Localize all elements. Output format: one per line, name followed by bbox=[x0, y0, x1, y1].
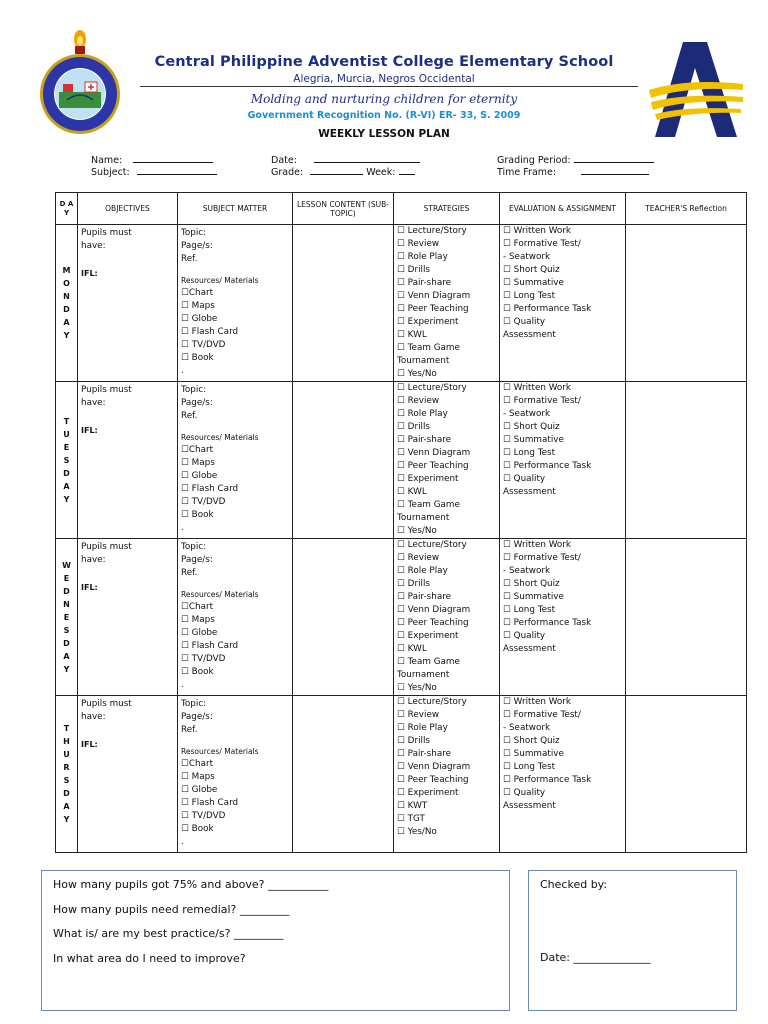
subject-matter-cell[interactable] bbox=[178, 382, 293, 539]
teacher-reflection-cell[interactable] bbox=[626, 382, 747, 539]
subject-matter-item: ☐ Globe bbox=[181, 314, 218, 324]
grade-blank bbox=[310, 165, 363, 175]
evaluation-cell[interactable] bbox=[500, 382, 626, 539]
day-label: W E D N E S D A Y bbox=[62, 560, 71, 674]
subject-matter-item: ☐ Book bbox=[181, 824, 214, 834]
ifl-label: IFL: bbox=[81, 269, 98, 278]
header-lesson-content: LESSON CONTENT (SUB-TOPIC) bbox=[293, 193, 394, 225]
subject-matter-item: ☐ Maps bbox=[181, 772, 215, 782]
subject-matter-item: ☐ TV/DVD bbox=[181, 654, 226, 664]
evaluation-option: ☐ Performance Task bbox=[503, 461, 592, 471]
strategy-option: ☐ Lecture/Story bbox=[397, 383, 467, 393]
subject-matter-item: Resources/ Materials bbox=[181, 276, 259, 285]
strategy-option: ☐ Role Play bbox=[397, 566, 448, 576]
subject-matter-item: Topic: bbox=[181, 699, 207, 709]
evaluation-option: ☐ Summative bbox=[503, 278, 564, 288]
question-best-practice[interactable]: What is/ are my best practice/s? _________ bbox=[53, 927, 284, 940]
subject-matter-item: . bbox=[181, 680, 184, 690]
time-frame-label: Time Frame: bbox=[497, 167, 557, 178]
subject-matter-item: Resources/ Materials bbox=[181, 747, 259, 756]
subject-matter-item: ☐ Flash Card bbox=[181, 641, 239, 651]
subject-matter-item: ☐ Maps bbox=[181, 615, 215, 625]
evaluation-option: ☐ Short Quiz bbox=[503, 579, 560, 589]
strategy-option: ☐ Drills bbox=[397, 736, 430, 746]
objectives-cell[interactable] bbox=[78, 539, 178, 696]
subject-matter-item: Page/s: bbox=[181, 555, 213, 565]
evaluation-option: ☐ Written Work bbox=[503, 697, 572, 707]
subject-matter-item: Resources/ Materials bbox=[181, 590, 259, 599]
strategy-option: ☐ Role Play bbox=[397, 723, 448, 733]
evaluation-option: ☐ Short Quiz bbox=[503, 422, 560, 432]
strategy-option: ☐ Yes/No bbox=[397, 526, 437, 536]
strategy-option: ☐ Review bbox=[397, 553, 440, 563]
time-frame-blank bbox=[581, 165, 649, 175]
strategy-option: ☐ Peer Teaching bbox=[397, 775, 469, 785]
strategy-option: ☐ Lecture/Story bbox=[397, 697, 467, 707]
strategy-option: ☐ Team Game bbox=[397, 500, 460, 510]
evaluation-option: ☐ Quality bbox=[503, 631, 546, 641]
header-rule bbox=[140, 86, 638, 87]
subject-matter-item: Topic: bbox=[181, 542, 207, 552]
evaluation-option: ☐ Long Test bbox=[503, 605, 556, 615]
subject-field[interactable] bbox=[91, 165, 217, 178]
strategy-option: Tournament bbox=[397, 670, 450, 680]
objectives-cell[interactable] bbox=[78, 696, 178, 853]
strategy-option: Tournament bbox=[397, 513, 450, 523]
strategy-option: ☐ Role Play bbox=[397, 252, 448, 262]
government-recognition: Government Recognition No. (R-VI) ER- 33, S. 2009 bbox=[247, 110, 521, 121]
subject-matter-item: ☐ Flash Card bbox=[181, 484, 239, 494]
evaluation-option: - Seatwork bbox=[503, 252, 551, 262]
evaluation-option: Assessment bbox=[503, 644, 556, 654]
strategy-option: ☐ Venn Diagram bbox=[397, 291, 471, 301]
document-title: WEEKLY LESSON PLAN bbox=[318, 128, 450, 140]
subject-matter-item: ☐ TV/DVD bbox=[181, 340, 226, 350]
strategies-cell[interactable] bbox=[394, 539, 500, 696]
header-objectives: OBJECTIVES bbox=[78, 193, 178, 225]
question-75-percent[interactable]: How many pupils got 75% and above? ___________ bbox=[53, 878, 329, 891]
subject-matter-item: ☐ Book bbox=[181, 353, 214, 363]
strategy-option: Tournament bbox=[397, 356, 450, 366]
strategy-option: ☐ Pair-share bbox=[397, 592, 452, 602]
day-label-cell bbox=[56, 696, 78, 853]
lesson-content-cell[interactable] bbox=[293, 539, 394, 696]
subject-matter-item: Topic: bbox=[181, 385, 207, 395]
date-label: Date: bbox=[271, 155, 297, 166]
evaluation-option: ☐ Short Quiz bbox=[503, 736, 560, 746]
strategy-option: ☐ KWT bbox=[397, 801, 428, 811]
evaluation-option: - Seatwork bbox=[503, 409, 551, 419]
header-evaluation: EVALUATION & ASSIGNMENT bbox=[500, 193, 626, 225]
ifl-label: IFL: bbox=[81, 740, 98, 749]
school-name: Central Philippine Adventist College Elementary School bbox=[154, 54, 614, 70]
evaluation-option: ☐ Quality bbox=[503, 788, 546, 798]
teacher-reflection-cell[interactable] bbox=[626, 539, 747, 696]
subject-matter-item: Ref. bbox=[181, 411, 198, 421]
evaluation-option: ☐ Written Work bbox=[503, 383, 572, 393]
day-label-cell bbox=[56, 382, 78, 539]
subject-matter-item: . bbox=[181, 366, 184, 376]
evaluation-cell[interactable] bbox=[500, 696, 626, 853]
subject-blank bbox=[137, 165, 217, 175]
evaluation-option: ☐ Formative Test/ bbox=[503, 553, 581, 563]
strategy-option: ☐ Team Game bbox=[397, 657, 460, 667]
evaluation-option: ☐ Performance Task bbox=[503, 618, 592, 628]
strategy-option: ☐ Venn Diagram bbox=[397, 605, 471, 615]
subject-matter-item: ☐Chart bbox=[181, 759, 214, 769]
subject-matter-item: Topic: bbox=[181, 228, 207, 238]
day-row-tuesday bbox=[56, 382, 747, 539]
lesson-content-cell[interactable] bbox=[293, 225, 394, 382]
evaluation-option: ☐ Quality bbox=[503, 474, 546, 484]
strategy-option: ☐ KWL bbox=[397, 487, 427, 497]
subject-matter-item: ☐ TV/DVD bbox=[181, 497, 226, 507]
subject-matter-item: ☐ Maps bbox=[181, 301, 215, 311]
strategy-option: ☐ Lecture/Story bbox=[397, 540, 467, 550]
checked-date-label[interactable]: Date: ______________ bbox=[540, 951, 651, 964]
subject-matter-item: Page/s: bbox=[181, 712, 213, 722]
strategies-cell[interactable] bbox=[394, 696, 500, 853]
evaluation-cell[interactable] bbox=[500, 225, 626, 382]
subject-matter-item: ☐ TV/DVD bbox=[181, 811, 226, 821]
subject-matter-item: ☐ Globe bbox=[181, 471, 218, 481]
subject-matter-item: ☐ Book bbox=[181, 510, 214, 520]
subject-matter-item: Ref. bbox=[181, 725, 198, 735]
subject-matter-item: Page/s: bbox=[181, 241, 213, 251]
day-label: T U E S D A Y bbox=[63, 416, 70, 504]
strategies-cell[interactable] bbox=[394, 382, 500, 539]
subject-matter-item: Ref. bbox=[181, 254, 198, 264]
evaluation-option: ☐ Quality bbox=[503, 317, 546, 327]
school-address: Alegria, Murcia, Negros Occidental bbox=[293, 73, 475, 85]
subject-matter-item: ☐Chart bbox=[181, 602, 214, 612]
lesson-content-cell[interactable] bbox=[293, 696, 394, 853]
day-row-wednesday bbox=[56, 539, 747, 696]
evaluation-option: ☐ Long Test bbox=[503, 448, 556, 458]
subject-matter-cell[interactable] bbox=[178, 696, 293, 853]
grading-period-blank bbox=[574, 153, 654, 163]
subject-matter-item: . bbox=[181, 523, 184, 533]
strategy-option: ☐ KWL bbox=[397, 644, 427, 654]
subject-matter-cell[interactable] bbox=[178, 225, 293, 382]
lesson-content-cell[interactable] bbox=[293, 382, 394, 539]
checked-by-box bbox=[528, 870, 737, 1011]
question-remedial[interactable]: How many pupils need remedial? _________ bbox=[53, 903, 290, 916]
date-blank bbox=[314, 153, 420, 163]
evaluation-cell[interactable] bbox=[500, 539, 626, 696]
evaluation-option: ☐ Short Quiz bbox=[503, 265, 560, 275]
evaluation-option: ☐ Long Test bbox=[503, 291, 556, 301]
evaluation-option: ☐ Long Test bbox=[503, 762, 556, 772]
day-label: T H U R S D A Y bbox=[63, 724, 70, 824]
week-label: Week: bbox=[366, 167, 396, 178]
day-row-thursday bbox=[56, 696, 747, 853]
subject-matter-item: Page/s: bbox=[181, 398, 213, 408]
strategy-option: ☐ Review bbox=[397, 239, 440, 249]
teacher-reflection-cell[interactable] bbox=[626, 696, 747, 853]
subject-matter-item: ☐ Globe bbox=[181, 628, 218, 638]
strategy-option: ☐ Team Game bbox=[397, 343, 460, 353]
weekly-plan-table bbox=[55, 192, 747, 853]
subject-matter-item: Ref. bbox=[181, 568, 198, 578]
strategy-option: ☐ Peer Teaching bbox=[397, 304, 469, 314]
checked-by-label[interactable]: Checked by: bbox=[540, 878, 608, 891]
name-label: Name: bbox=[91, 155, 123, 166]
strategy-option: ☐ Yes/No bbox=[397, 827, 437, 837]
strategy-option: ☐ Review bbox=[397, 710, 440, 720]
strategy-option: ☐ Peer Teaching bbox=[397, 461, 469, 471]
grade-week-field[interactable] bbox=[271, 165, 415, 178]
subject-matter-item: ☐Chart bbox=[181, 288, 214, 298]
evaluation-option: ☐ Written Work bbox=[503, 540, 572, 550]
strategy-option: ☐ Peer Teaching bbox=[397, 618, 469, 628]
evaluation-option: - Seatwork bbox=[503, 723, 551, 733]
college-logo bbox=[645, 42, 745, 137]
header-reflection: TEACHER'S Reflection bbox=[626, 193, 747, 225]
subject-matter-item: . bbox=[181, 837, 184, 847]
evaluation-option: ☐ Written Work bbox=[503, 226, 572, 236]
strategy-option: ☐ Yes/No bbox=[397, 683, 437, 693]
evaluation-option: ☐ Performance Task bbox=[503, 304, 592, 314]
strategy-option: ☐ Venn Diagram bbox=[397, 762, 471, 772]
header-strategies: STRATEGIES bbox=[394, 193, 500, 225]
subject-matter-item: ☐Chart bbox=[181, 445, 214, 455]
strategy-option: ☐ Pair-share bbox=[397, 278, 452, 288]
strategy-option: ☐ Pair-share bbox=[397, 749, 452, 759]
evaluation-option: ☐ Formative Test/ bbox=[503, 239, 581, 249]
pupils-must-have: Pupils must have: bbox=[81, 385, 132, 408]
strategy-option: ☐ Experiment bbox=[397, 788, 459, 798]
day-label-cell bbox=[56, 539, 78, 696]
header-subject-matter: SUBJECT MATTER bbox=[178, 193, 293, 225]
subject-matter-item: ☐ Flash Card bbox=[181, 798, 239, 808]
header-day: D A Y bbox=[56, 193, 78, 225]
strategies-cell[interactable] bbox=[394, 225, 500, 382]
pupils-must-have: Pupils must have: bbox=[81, 228, 132, 251]
strategy-option: ☐ Drills bbox=[397, 422, 430, 432]
strategy-option: ☐ TGT bbox=[397, 814, 425, 824]
evaluation-option: ☐ Summative bbox=[503, 435, 564, 445]
strategy-option: ☐ Role Play bbox=[397, 409, 448, 419]
strategy-option: ☐ Drills bbox=[397, 265, 430, 275]
ifl-label: IFL: bbox=[81, 426, 98, 435]
strategy-option: ☐ Pair-share bbox=[397, 435, 452, 445]
evaluation-option: Assessment bbox=[503, 487, 556, 497]
evaluation-option: ☐ Summative bbox=[503, 749, 564, 759]
week-blank bbox=[399, 165, 415, 175]
time-frame-field[interactable] bbox=[497, 165, 649, 178]
evaluation-option: Assessment bbox=[503, 330, 556, 340]
name-blank bbox=[133, 153, 213, 163]
table-header-row bbox=[56, 193, 747, 225]
school-motto: Molding and nurturing children for eternity bbox=[250, 92, 518, 106]
day-label-cell bbox=[56, 225, 78, 382]
strategy-option: ☐ Drills bbox=[397, 579, 430, 589]
strategy-option: ☐ Experiment bbox=[397, 317, 459, 327]
ifl-label: IFL: bbox=[81, 583, 98, 592]
day-label: M O N D A Y bbox=[62, 266, 71, 340]
strategy-option: ☐ Yes/No bbox=[397, 369, 437, 379]
teacher-reflection-cell[interactable] bbox=[626, 225, 747, 382]
subject-matter-item: ☐ Maps bbox=[181, 458, 215, 468]
evaluation-option: ☐ Formative Test/ bbox=[503, 396, 581, 406]
question-improve[interactable]: In what area do I need to improve? bbox=[53, 952, 246, 965]
grading-period-label: Grading Period: bbox=[497, 155, 571, 166]
objectives-cell[interactable] bbox=[78, 382, 178, 539]
day-row-monday bbox=[56, 225, 747, 382]
evaluation-option: - Seatwork bbox=[503, 566, 551, 576]
subject-matter-cell[interactable] bbox=[178, 539, 293, 696]
subject-matter-item: ☐ Book bbox=[181, 667, 214, 677]
strategy-option: ☐ Venn Diagram bbox=[397, 448, 471, 458]
strategy-option: ☐ Review bbox=[397, 396, 440, 406]
objectives-cell[interactable] bbox=[78, 225, 178, 382]
evaluation-option: ☐ Formative Test/ bbox=[503, 710, 581, 720]
subject-matter-item: ☐ Flash Card bbox=[181, 327, 239, 337]
subject-matter-item: Resources/ Materials bbox=[181, 433, 259, 442]
strategy-option: ☐ Experiment bbox=[397, 474, 459, 484]
subject-matter-item: ☐ Globe bbox=[181, 785, 218, 795]
pupils-must-have: Pupils must have: bbox=[81, 542, 132, 565]
strategy-option: ☐ Lecture/Story bbox=[397, 226, 467, 236]
pupils-must-have: Pupils must have: bbox=[81, 699, 132, 722]
subject-label: Subject: bbox=[91, 167, 130, 178]
evaluation-option: ☐ Summative bbox=[503, 592, 564, 602]
evaluation-option: ☐ Performance Task bbox=[503, 775, 592, 785]
strategy-option: ☐ KWL bbox=[397, 330, 427, 340]
evaluation-option: Assessment bbox=[503, 801, 556, 811]
reflection-box bbox=[41, 870, 510, 1011]
strategy-option: ☐ Experiment bbox=[397, 631, 459, 641]
grade-label: Grade: bbox=[271, 167, 304, 178]
